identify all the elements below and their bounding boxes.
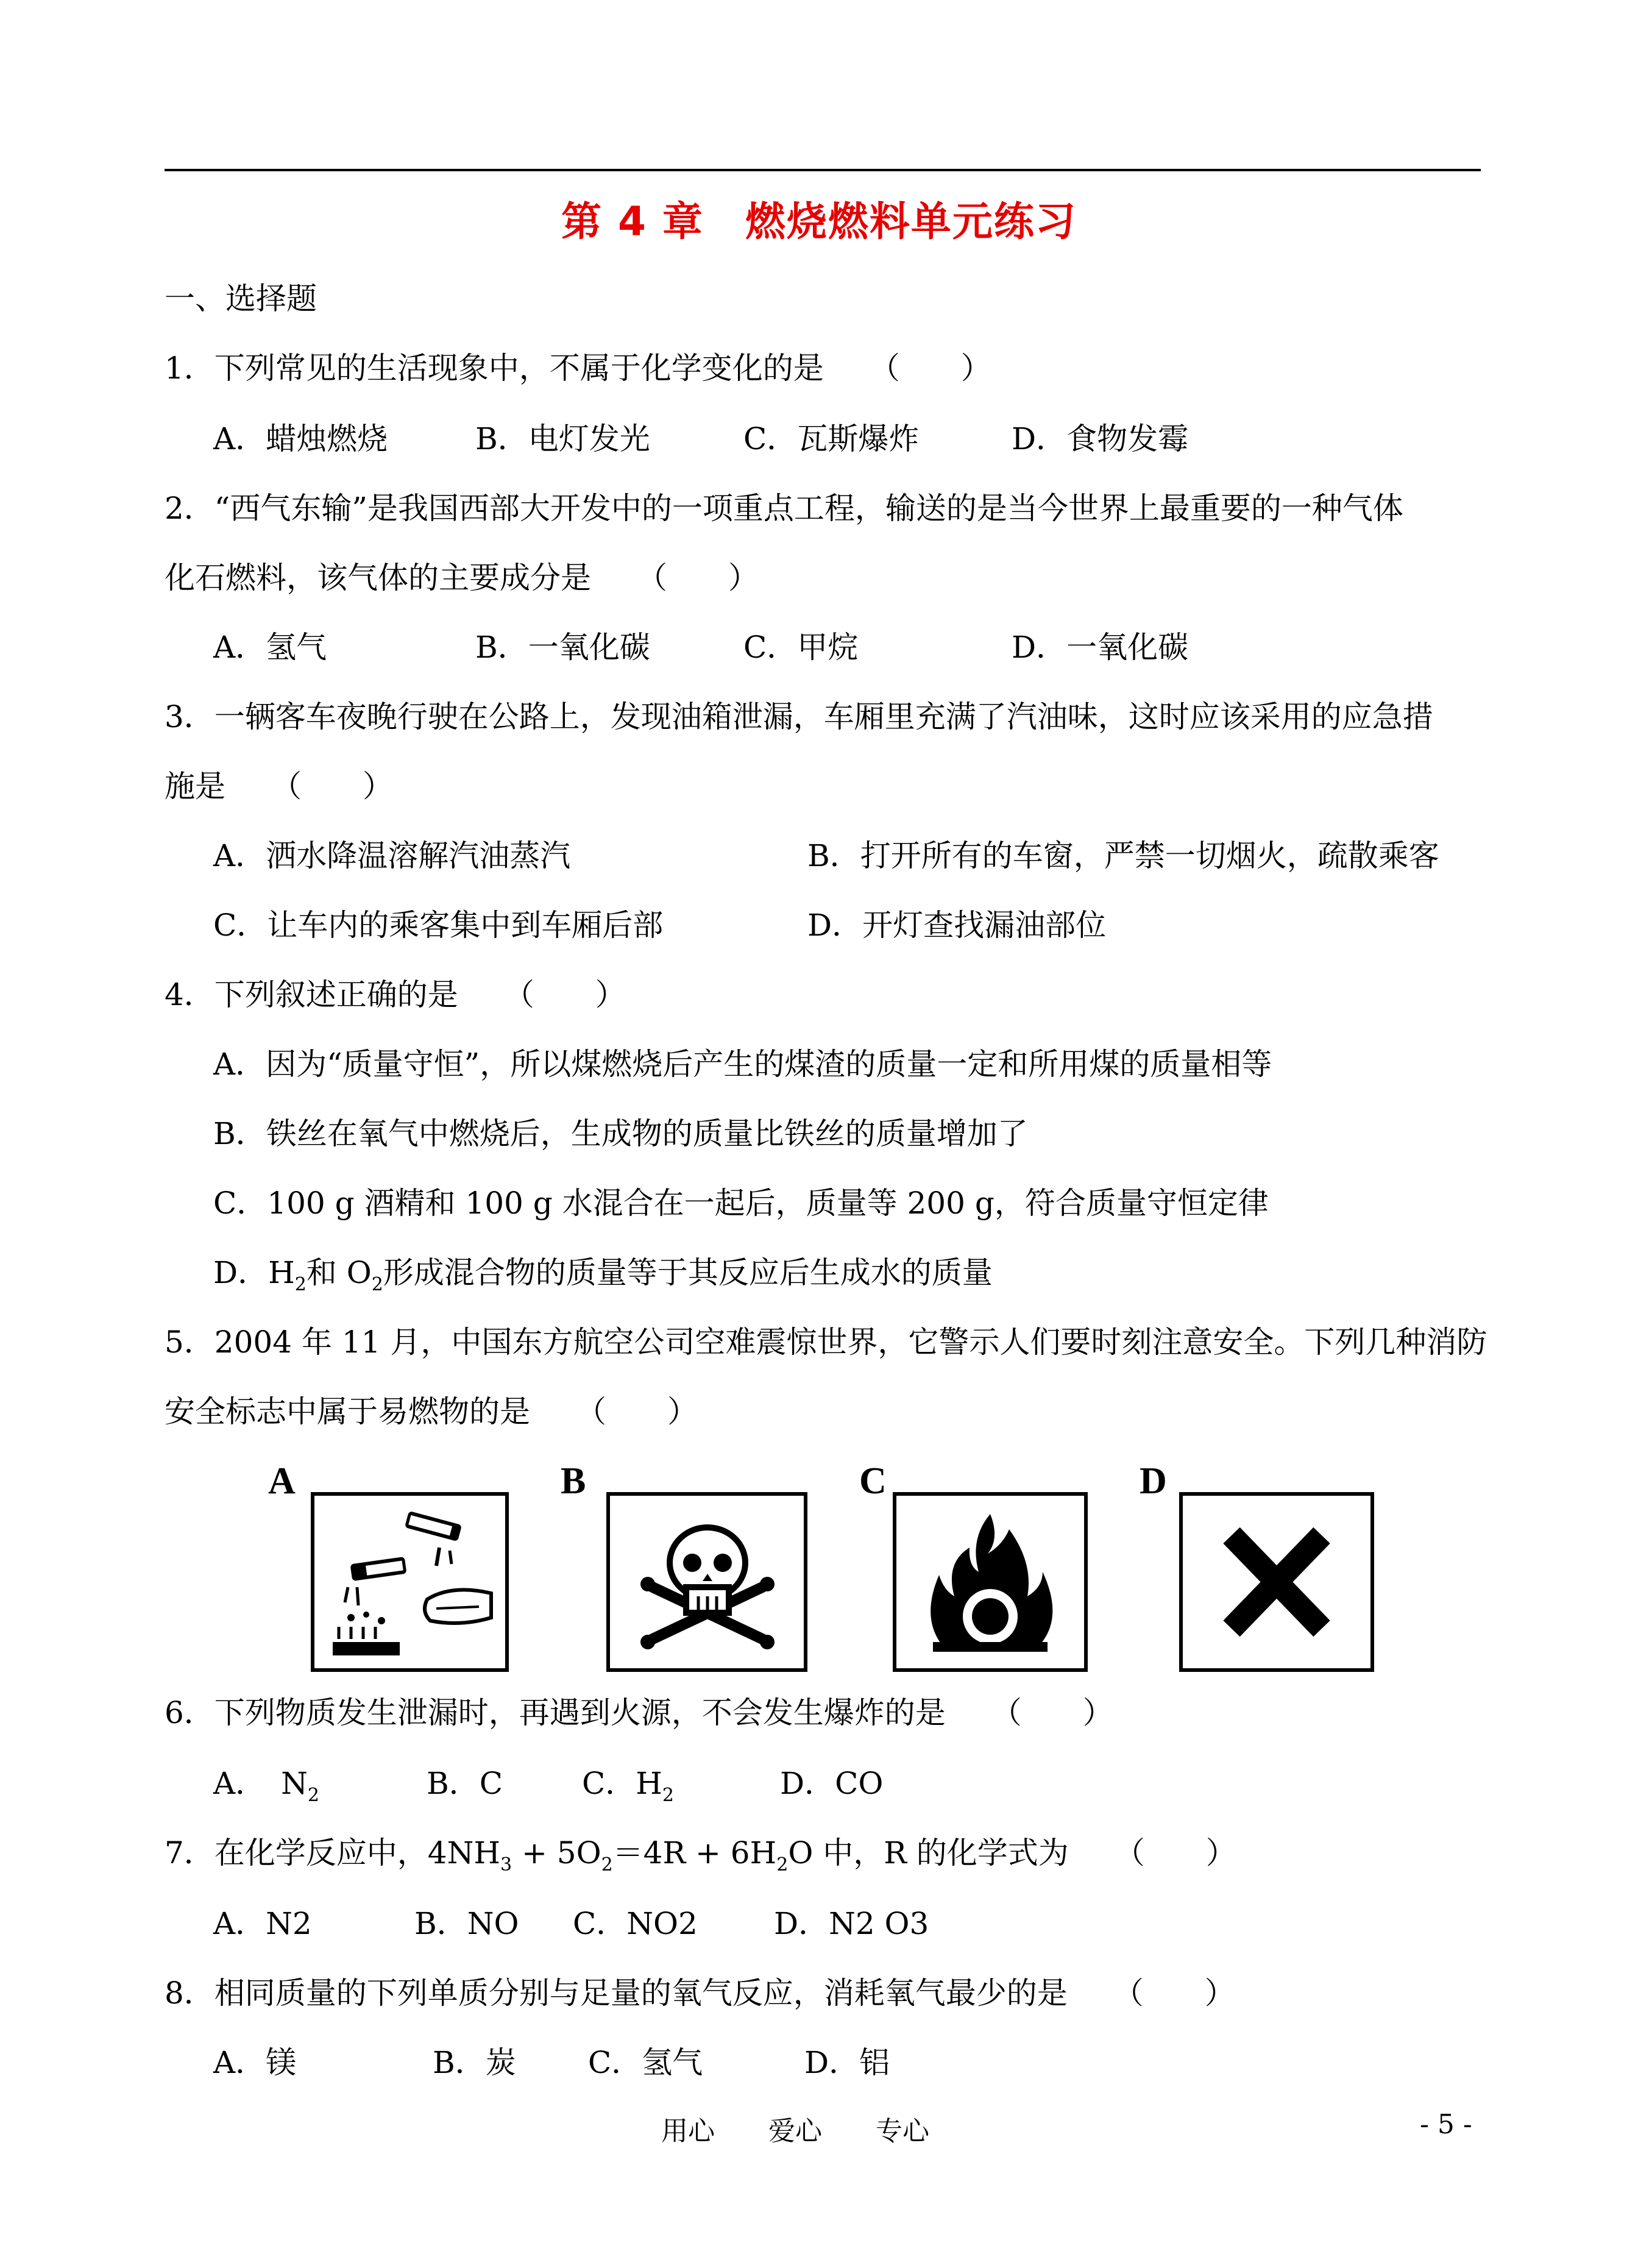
q1-option-b: B．电灯发光 — [475, 421, 650, 457]
question-2-stem-line1: 2．“西气东输”是我国西部大开发中的一项重点工程，输送的是当今世界上最重要的一种气体 — [165, 491, 1403, 526]
page-number: - 5 - — [1420, 2109, 1472, 2140]
q2-option-c: C．甲烷 — [743, 630, 859, 665]
section-heading: 一、选择题 — [165, 281, 317, 316]
harmful-sign — [1179, 1492, 1374, 1672]
sign-label-b: B — [561, 1460, 586, 1502]
q8-option-d: D．铝 — [804, 2045, 890, 2080]
q1-option-d: D．食物发霉 — [1012, 421, 1189, 457]
flammable-sign — [893, 1492, 1088, 1672]
q7-option-c: C．NO2 — [573, 1906, 698, 1941]
question-4-stem: 4．下列叙述正确的是 （ ） — [165, 977, 626, 1012]
x-cross-icon — [1183, 1496, 1370, 1668]
question-7-stem: 7．在化学反应中，$4NH_3 + 5O_2=4R + 6H_2O$ 中，R 的化学式为 （ ） — [165, 1835, 1236, 1875]
question-3-stem-line1: 3．一辆客车夜晚行驶在公路上，发现油箱泄漏，车厢里充满了汽油味，这时应该采用的应急措 — [165, 699, 1433, 734]
question-5-stem-line1: 5．2004 年 11 月，中国东方航空公司空难震惊世界，它警示人们要时刻注意安全。下列几种消防 — [165, 1324, 1487, 1360]
page-title: 第 4 章 燃烧燃料单元练习 — [561, 198, 1077, 245]
sign-label-c: C — [859, 1460, 887, 1502]
q4-option-d: D．$H_2$和 $O_2$形成混合物的质量等于其反应后生成水的质量 — [213, 1255, 993, 1295]
q3-option-a: A．洒水降温溶解汽油蒸汽 — [213, 838, 571, 873]
question-3-stem-line2: 施是 （ ） — [165, 769, 393, 804]
q8-option-a: A．镁 — [213, 2045, 297, 2080]
question-2-stem-line2: 化石燃料，该气体的主要成分是 （ ） — [165, 560, 759, 595]
q3-option-c: C．让车内的乘客集中到车厢后部 — [213, 908, 664, 943]
q4-option-c: C．100 g 酒精和 100 g 水混合在一起后，质量等 200 g，符合质量守恒定律 — [213, 1186, 1269, 1221]
corrosive-sign — [311, 1492, 509, 1672]
q4-option-a: A．因为“质量守恒”，所以煤燃烧后产生的煤渣的质量一定和所用煤的质量相等 — [213, 1047, 1272, 1082]
skull-crossbones-icon — [610, 1496, 804, 1668]
q1-option-a: A．蜡烛燃烧 — [213, 421, 388, 457]
q7-option-b: B．NO — [414, 1906, 519, 1941]
question-6-stem: 6．下列物质发生泄漏时，再遇到火源，不会发生爆炸的是 （ ） — [165, 1695, 1113, 1730]
footer-motto: 用心 爱心 专心 — [661, 2116, 929, 2147]
question-8-stem: 8．相同质量的下列单质分别与足量的氧气反应，消耗氧气最少的是 （ ） — [165, 1975, 1235, 2011]
header-rule — [165, 169, 1481, 171]
question-5-stem-line2: 安全标志中属于易燃物的是 （ ） — [165, 1394, 698, 1429]
q3-option-b: B．打开所有的车窗，严禁一切烟火，疏散乘客 — [807, 838, 1439, 873]
q2-option-d: D．一氧化碳 — [1012, 630, 1189, 665]
q2-option-b: B．一氧化碳 — [475, 630, 650, 665]
q7-option-a: A．N2 — [213, 1906, 312, 1941]
flame-icon — [896, 1496, 1084, 1668]
corrosive-icon — [314, 1496, 505, 1668]
q7-option-d: D．N2 O3 — [774, 1906, 929, 1941]
sign-label-d: D — [1140, 1460, 1167, 1502]
q8-option-c: C．氢气 — [588, 2045, 703, 2080]
q6-option-d: D．CO — [780, 1766, 884, 1801]
question-1-stem: 1．下列常见的生活现象中，不属于化学变化的是 （ ） — [165, 350, 991, 386]
q3-option-d: D．开灯查找漏油部位 — [807, 908, 1107, 943]
q4-option-b: B．铁丝在氧气中燃烧后，生成物的质量比铁丝的质量增加了 — [213, 1116, 1028, 1151]
q6-option-c: C．$H_2$ — [582, 1766, 674, 1806]
q6-option-b: B．C — [427, 1766, 503, 1801]
toxic-sign — [606, 1492, 807, 1672]
sign-label-a: A — [268, 1460, 296, 1502]
q8-option-b: B．炭 — [433, 2045, 516, 2080]
q6-option-a: A． $N_2$ — [213, 1766, 319, 1806]
q2-option-a: A．氢气 — [213, 630, 327, 665]
q1-option-c: C．瓦斯爆炸 — [743, 421, 920, 457]
